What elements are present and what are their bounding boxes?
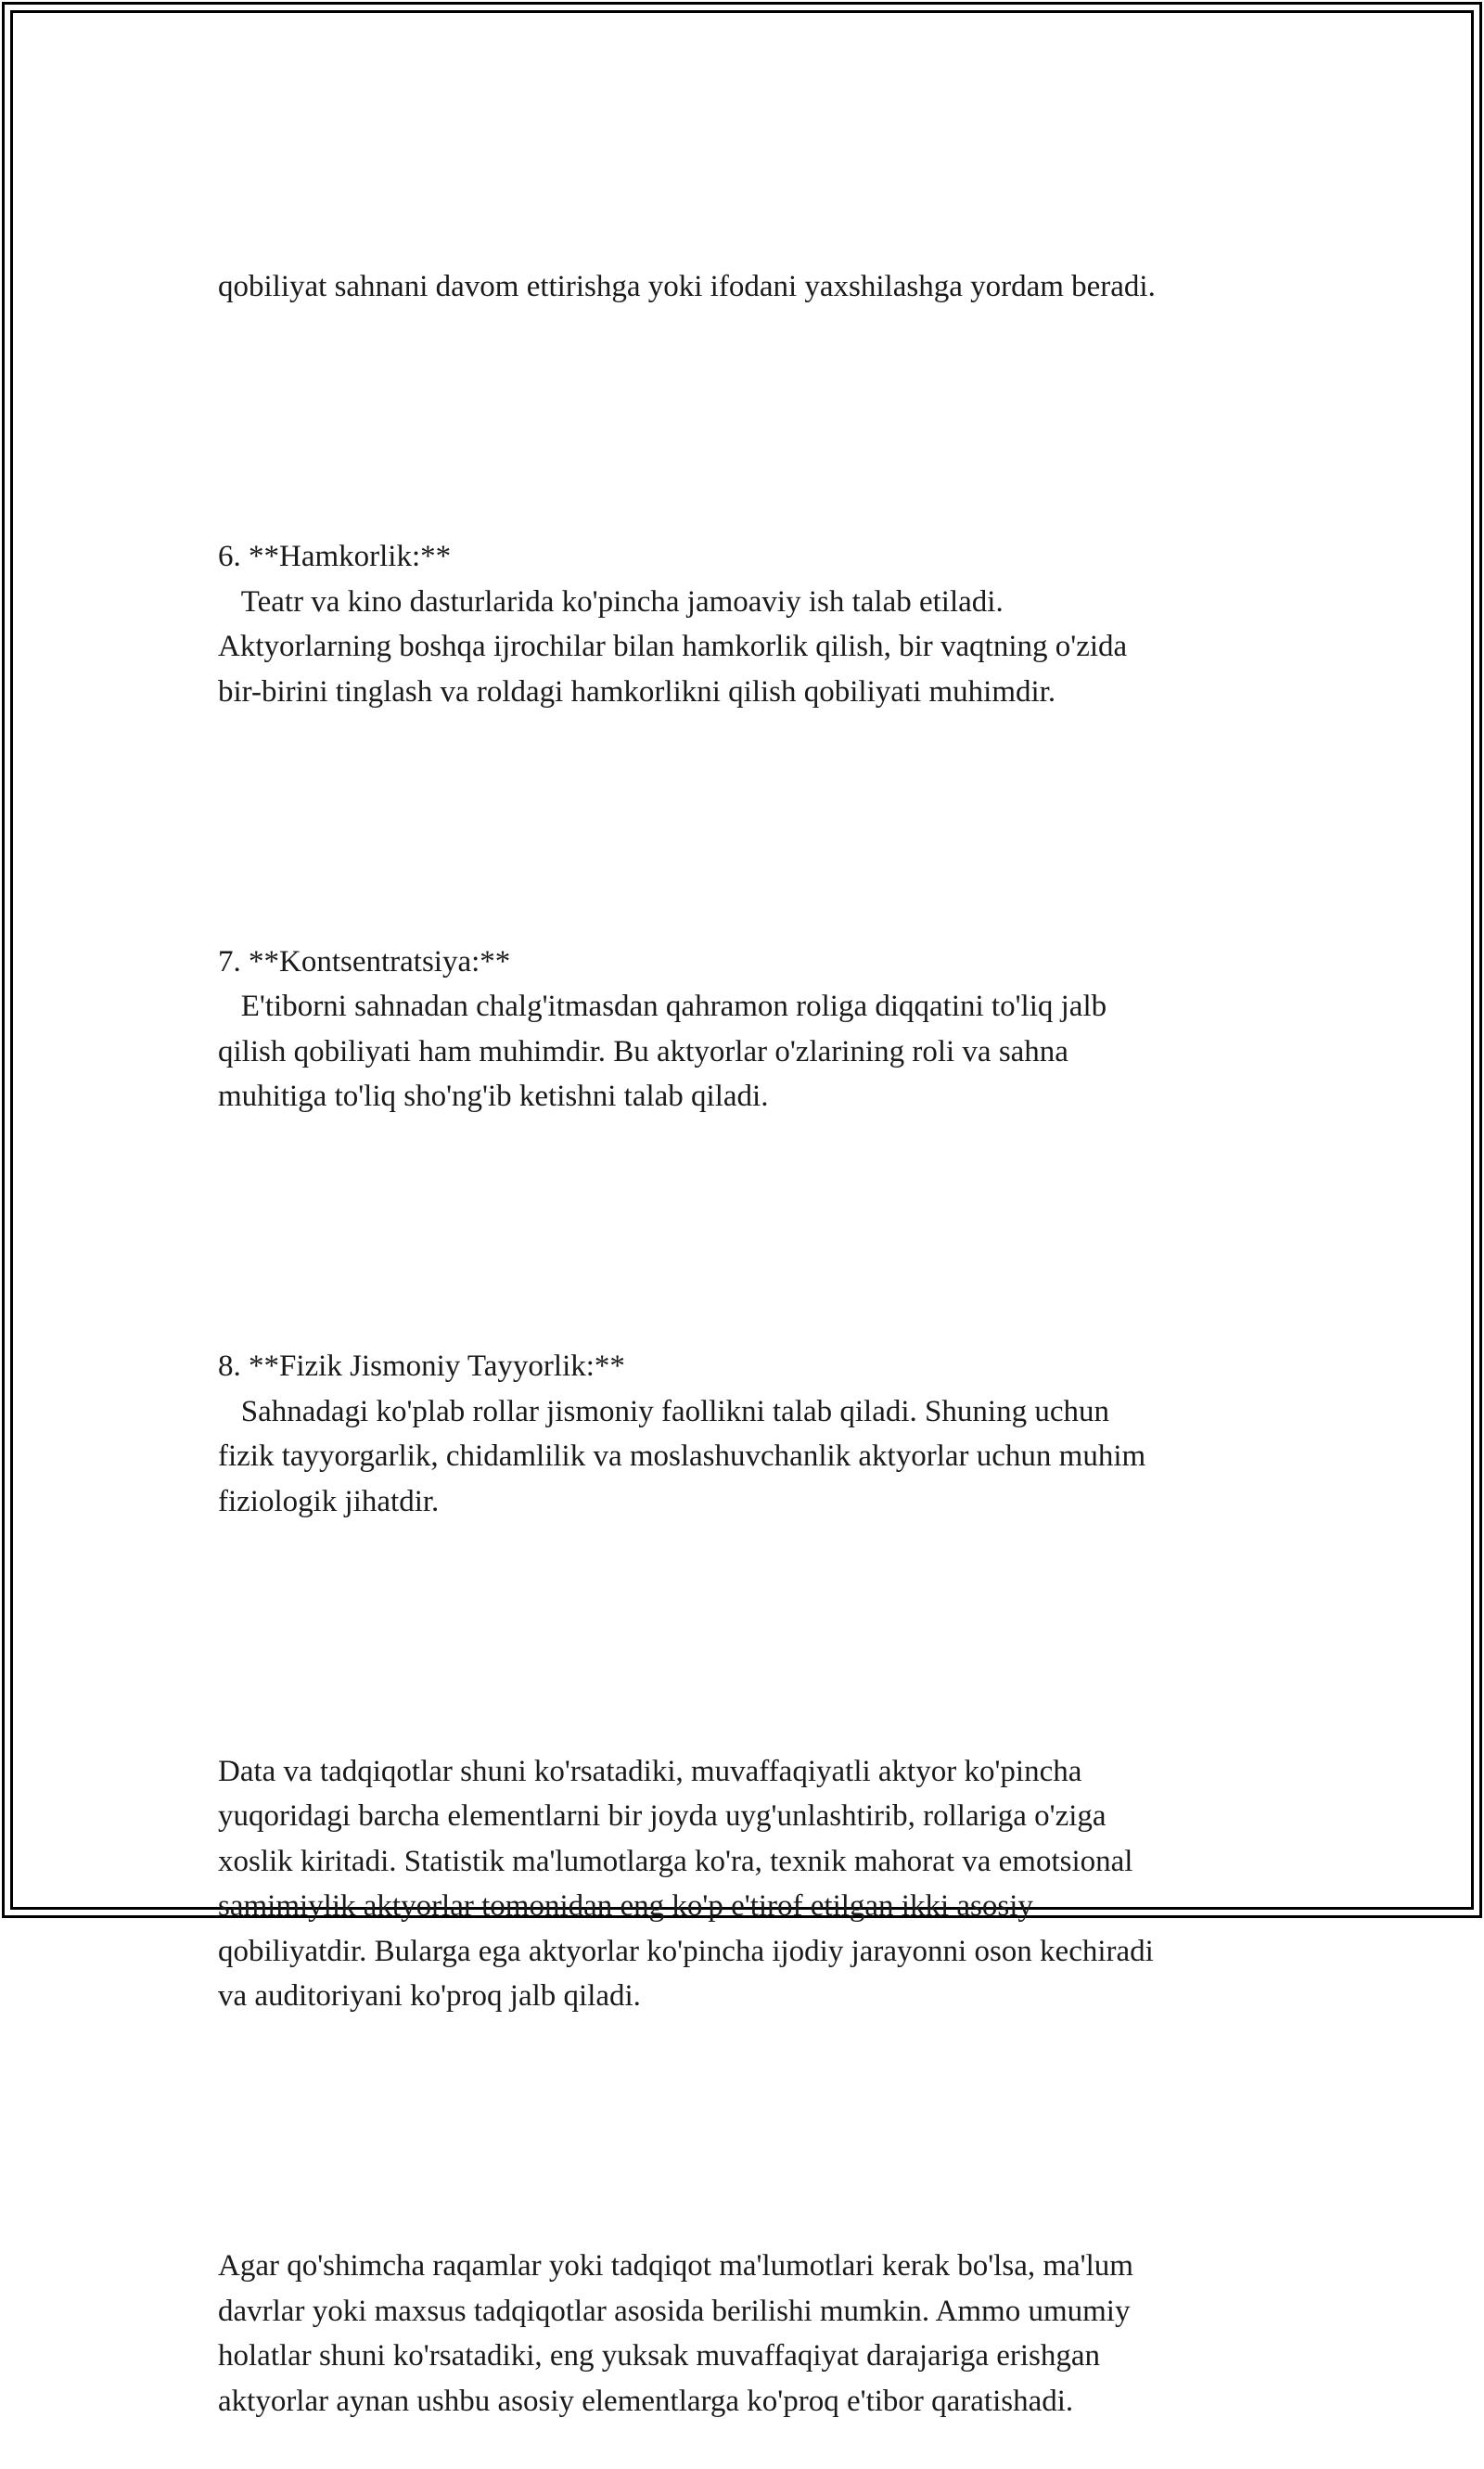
paragraph-intro-continuation: qobiliyat sahnani davom ettirishga yoki ifodani yaxshilashga yordam beradi. (218, 270, 1156, 303)
paragraph-gap (218, 1209, 1275, 1255)
paragraph-conclusion: Agar qo'shimcha raqamlar yoki tadqiqot ma'lumotlari kerak bo'lsa, ma'lum davrlar yoki maxsus tadqiqotlar asosida berilishi mumkin. Ammo umumiy holatlar shuni ko'rsatadiki, eng yuksak muvaffaqiyat darajariga erishgan aktyorlar aynan ushbu asosiy elementlarga ko'proq e'tibor qaratishadi. (218, 2249, 1133, 2418)
paragraph-data-research: Data va tadqiqotlar shuni ko'rsatadiki, muvaffaqiyatli aktyor ko'pincha yuqoridagi barcha elementlarni bir joyda uyg'unlashtirib, rollariga o'ziga xoslik kiritadi. Statistik ma'lumotlarga ko'ra, texnik mahorat va emotsional samimiylik aktyorlar tomonidan eng ko'p e'tirof etilgan ikki asosiy qobiliyatdir. Bularga ega aktyorlar ko'pincha ijodiy jarayonni oson kechiradi va auditoriyani ko'proq jalb qiladi. (218, 1754, 1154, 2013)
paragraph-gap (218, 400, 1275, 445)
paragraph-gap (218, 1614, 1275, 1659)
item-8-fizik-tayyorlik: 8. **Fizik Jismoniy Tayyorlik:** Sahnadagi ko'plab rollar jismoniy faollikni talab qiladi. Shuning uchun fizik tayyorgarlik, chidamlilik va moslashuvchanlik aktyorlar uchun muhim fiziologik jihatdir. (218, 1350, 1146, 1518)
item-6-hamkorlik: 6. **Hamkorlik:** Teatr va kino dasturlarida ko'pincha jamoaviy ish talab etiladi. Aktyorlarning boshqa ijrochilar bilan hamkorlik qilish, bir vaqtning o'zida bir-birini tinglash va roldagi hamkorlikni qilish qobiliyati muhimdir. (218, 540, 1128, 709)
item-7-kontsentratsiya: 7. **Kontsentratsiya:** E'tiborni sahnadan chalg'itmasdan qahramon roliga diqqatini to'liq jalb qilish qobiliyati ham muhimdir. Bu aktyorlar o'zlarining roli va sahna muhitiga to'liq sho'ng'ib ketishni talab qiladi. (218, 944, 1107, 1113)
paragraph-gap (218, 804, 1275, 850)
document-body (218, 174, 1275, 2469)
paragraph-gap (218, 2109, 1275, 2155)
